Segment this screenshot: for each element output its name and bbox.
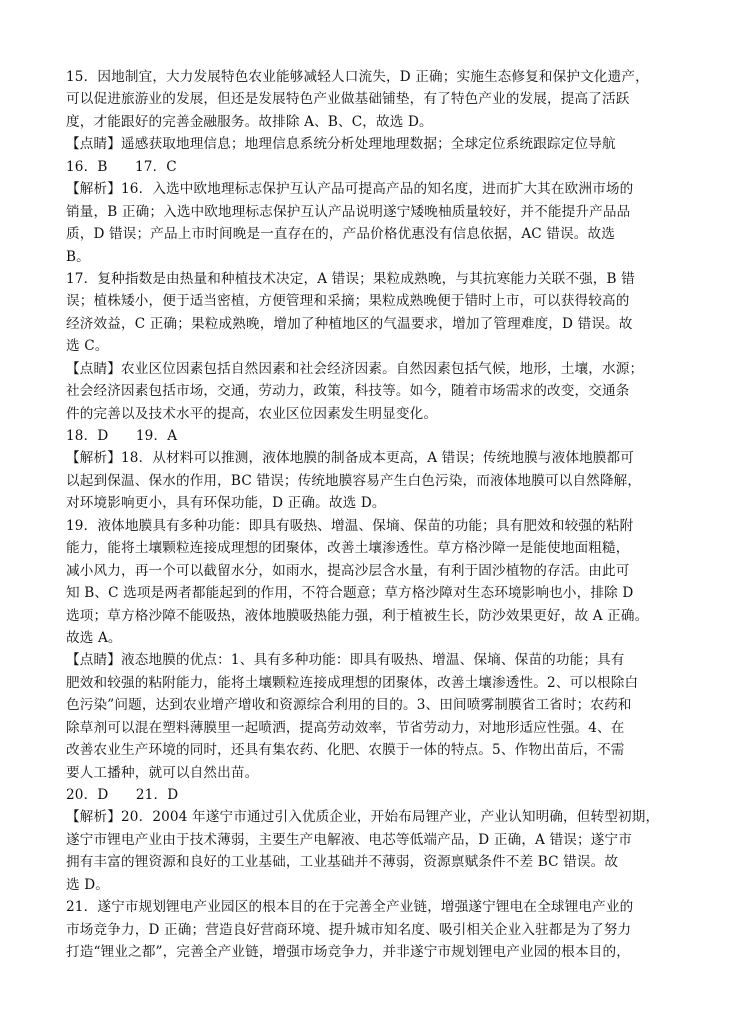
text-line: 误；植株矮小，便于适当密植，方便管理和采摘；果粒成熟晚便于错时上市，可以获得较高的 (66, 293, 630, 310)
text-line: 【解析】16．入选中欧地理标志保护互认产品可提高产品的知名度，进而扩大其在欧洲市场的 (66, 181, 634, 198)
text-line: 【点睛】农业区位因素包括自然因素和社会经济因素。自然因素包括气候，地形，土壤，水源； (66, 360, 644, 377)
text-line: 19．液体地膜具有多种功能：即具有吸热、增温、保墒、保苗的功能；具有肥效和较强的粘附 (66, 517, 634, 534)
text-line: 【解析】20．2004 年遂宁市通过引入优质企业，开始布局锂产业，产业认知明确，但转型初期， (66, 809, 660, 826)
text-line: 对环境影响更小，具有环保功能，D 正确。故选 D。 (66, 495, 386, 512)
answer-line: 18．D 19．A (66, 428, 178, 444)
text-line: 要人工播种，就可以自然出苗。 (66, 764, 259, 781)
text-line: 除草剂可以混在塑料薄膜里一起喷洒，提高劳动效率，节省劳动力，对地形适应性强。4、在 (66, 719, 625, 736)
text-line: 市场竞争力，D 正确；营造良好营商环境、提升城市知名度、吸引相关企业入驻都是为了努力 (66, 921, 632, 938)
text-line: 【点睛】遥感获取地理信息；地理信息系统分析处理地理数据；全球定位系统跟踪定位导航 (66, 136, 616, 153)
text-line: 肥效和较强的粘附能力，能将土壤颗粒连接成理想的团聚体，改善土壤渗透性。2、可以根除白 (66, 674, 639, 691)
text-line: 色污染”问题，达到农业增产增收和资源综合利用的目的。3、田间喷雾制膜省工省时；农药和 (66, 697, 632, 714)
text-line: 可以促进旅游业的发展，但还是发展特色产业做基础铺垫，有了特色产业的发展，提高了活跃 (66, 91, 630, 108)
text-line: B。 (66, 248, 90, 265)
text-line: 17．复种指数是由热量和种植技术决定，A 错误；果粒成熟晚，与其抗寒能力关联不强，B 错 (66, 270, 635, 287)
text-line: 21．遂宁市规划锂电产业园区的根本目的在于完善全产业链，增强遂宁锂电在全球锂电产业的 (66, 899, 634, 916)
text-line: 【点睛】液态地膜的优点：1、具有多种功能：即具有吸热、增温、保墒、保苗的功能；具有 (66, 652, 625, 669)
text-line: 销量，B 正确；入选中欧地理标志保护互认产品说明遂宁矮晚柚质量较好，并不能提升产品品 (66, 203, 631, 220)
text-line: 选 D。 (66, 876, 110, 893)
text-line: 遂宁市锂电产业由于技术薄弱，主要生产电解液、电芯等低端产品，D 正确，A 错误；遂宁市 (66, 831, 632, 848)
text-line: 减小风力，再一个可以截留水分，如雨水，提高沙层含水量，有利于固沙植物的存活。由此可 (66, 562, 630, 579)
text-line: 质，D 错误；产品上市时间晚是一直存在的，产品价格优惠没有信息依据，AC 错误。故选 (66, 226, 616, 243)
text-line: 经济效益，C 正确；果粒成熟晚，增加了种植地区的气温要求，增加了管理难度，D 错误。故 (66, 315, 633, 332)
text-line: 件的完善以及技术水平的提高，农业区位因素发生明显变化。 (66, 405, 438, 422)
text-line: 打造“锂业之都”，完善全产业链，增强市场竞争力，并非遂宁市规划锂电产业园的根本目的， (66, 944, 630, 961)
text-line: 【解析】18．从材料可以推测，液体地膜的制备成本更高，A 错误；传统地膜与液体地膜都可 (66, 450, 635, 467)
text-line: 社会经济因素包括市场，交通，劳动力，政策，科技等。如今，随着市场需求的改变，交通条 (66, 383, 630, 400)
text-line: 选项；草方格沙障不能吸热，液体地膜吸热能力强，利于植被生长，防沙效果更好，故 A 正确。 (66, 607, 649, 624)
text-line: 能力，能将土壤颗粒连接成理想的团聚体，改善土壤渗透性。草方格沙障一是能使地面粗糙， (66, 540, 630, 557)
text-line: 以起到保温、保水的作用，BC 错误；传统地膜容易产生白色污染，而液体地膜可以自然降解， (66, 472, 642, 489)
text-line: 知 B、C 选项是两者都能起到的作用，不符合题意；草方格沙障对生态环境影响也小，排除 D (66, 585, 634, 602)
text-line: 改善农业生产环境的同时，还具有集农药、化肥、农膜于一体的特点。5、作物出苗后，不需 (66, 742, 625, 759)
text-line: 拥有丰富的锂资源和良好的工业基础，工业基础并不薄弱，资源禀赋条件不差 BC 错误。故 (66, 854, 619, 871)
text-line: 15．因地制宜，大力发展特色农业能够减轻人口流失，D 正确；实施生态修复和保护文化遗产， (66, 69, 649, 85)
text-line: 选 C。 (66, 338, 109, 355)
answer-line: 20．D 21．D (66, 787, 179, 803)
text-line: 度，才能跟好的完善金融服务。故排除 A、B、C，故选 D。 (66, 113, 433, 130)
text-line: 故选 A。 (66, 629, 122, 646)
document-page (66, 66, 678, 964)
answer-line: 16．B 17．C (66, 158, 177, 175)
